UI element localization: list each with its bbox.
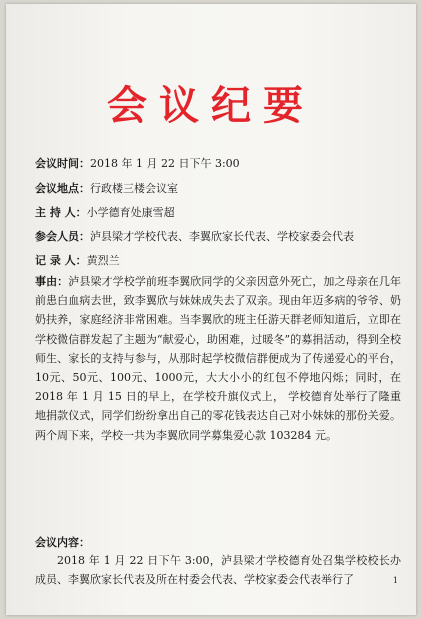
meeting-location [35,180,178,196]
meeting-time-label: 会议时间： [35,157,90,170]
meeting-host-value: 小学德育处康雪超 [86,206,175,219]
content-paragraph: 2018 年 1 月 22 日下午 3:00，泸县梁才学校德育处召集学校校长办成员、李翼欣家长代表及所在村委会代表、学校家委会代表举行了 [35,554,401,587]
meeting-recorder-label: 记 录 人： [35,254,87,267]
meeting-attendees-label: 参会人员： [35,230,90,243]
meeting-host-label: 主 持 人： [35,206,87,219]
meeting-location-value: 行政楼三楼会议室 [90,182,178,195]
content-heading: 会议内容： [35,536,90,549]
meeting-host [35,204,175,220]
document-title: 会议纪要 [107,83,315,129]
matter-label: 事由： [35,275,69,288]
meeting-time-value: 2018 年 1 月 22 日下午 3:00 [90,157,240,170]
matter-text: 泸县梁才学校学前班李翼欣同学的父亲因意外死亡，加之母亲在几年前患白血病去世，致李翼欣与妹妹成失去了双亲。现由年迈多病的爷爷、奶奶扶养，家庭经济非常困难。当李翼欣的班主任游天群老师知道后，立即在学校微信群发起了主题为“献爱心，助困难，过暖冬”的募捐活动，得到全校师生、家长的支持与参与，从那时起学校微信群便成为了传递爱心的平台，10元、50元、100元、1000元，大大小小的红包不停地闪烁；同时，在 2018 年 1 月 15 日的早上，在学校升旗仪式上， 学校德育处举行了隆重地捐款仪式，同学们纷纷拿出自己的零花钱表达自己对小妹妹的那份关爱。两个周下来，学校一共为李翼欣同学募集爱心款 103284 元。 [35,275,401,442]
document-page [6,4,416,615]
meeting-attendees-value: 泸县梁才学校代表、李翼欣家长代表、学校家委会代表 [90,230,354,243]
meeting-time [35,155,240,171]
meeting-location-label: 会议地点： [35,182,90,195]
meeting-attendees [35,228,354,244]
meeting-recorder-value: 黄烈兰 [86,254,120,267]
meeting-recorder [35,252,120,268]
matter-paragraph [35,272,401,445]
page-number: 1 [392,576,398,585]
